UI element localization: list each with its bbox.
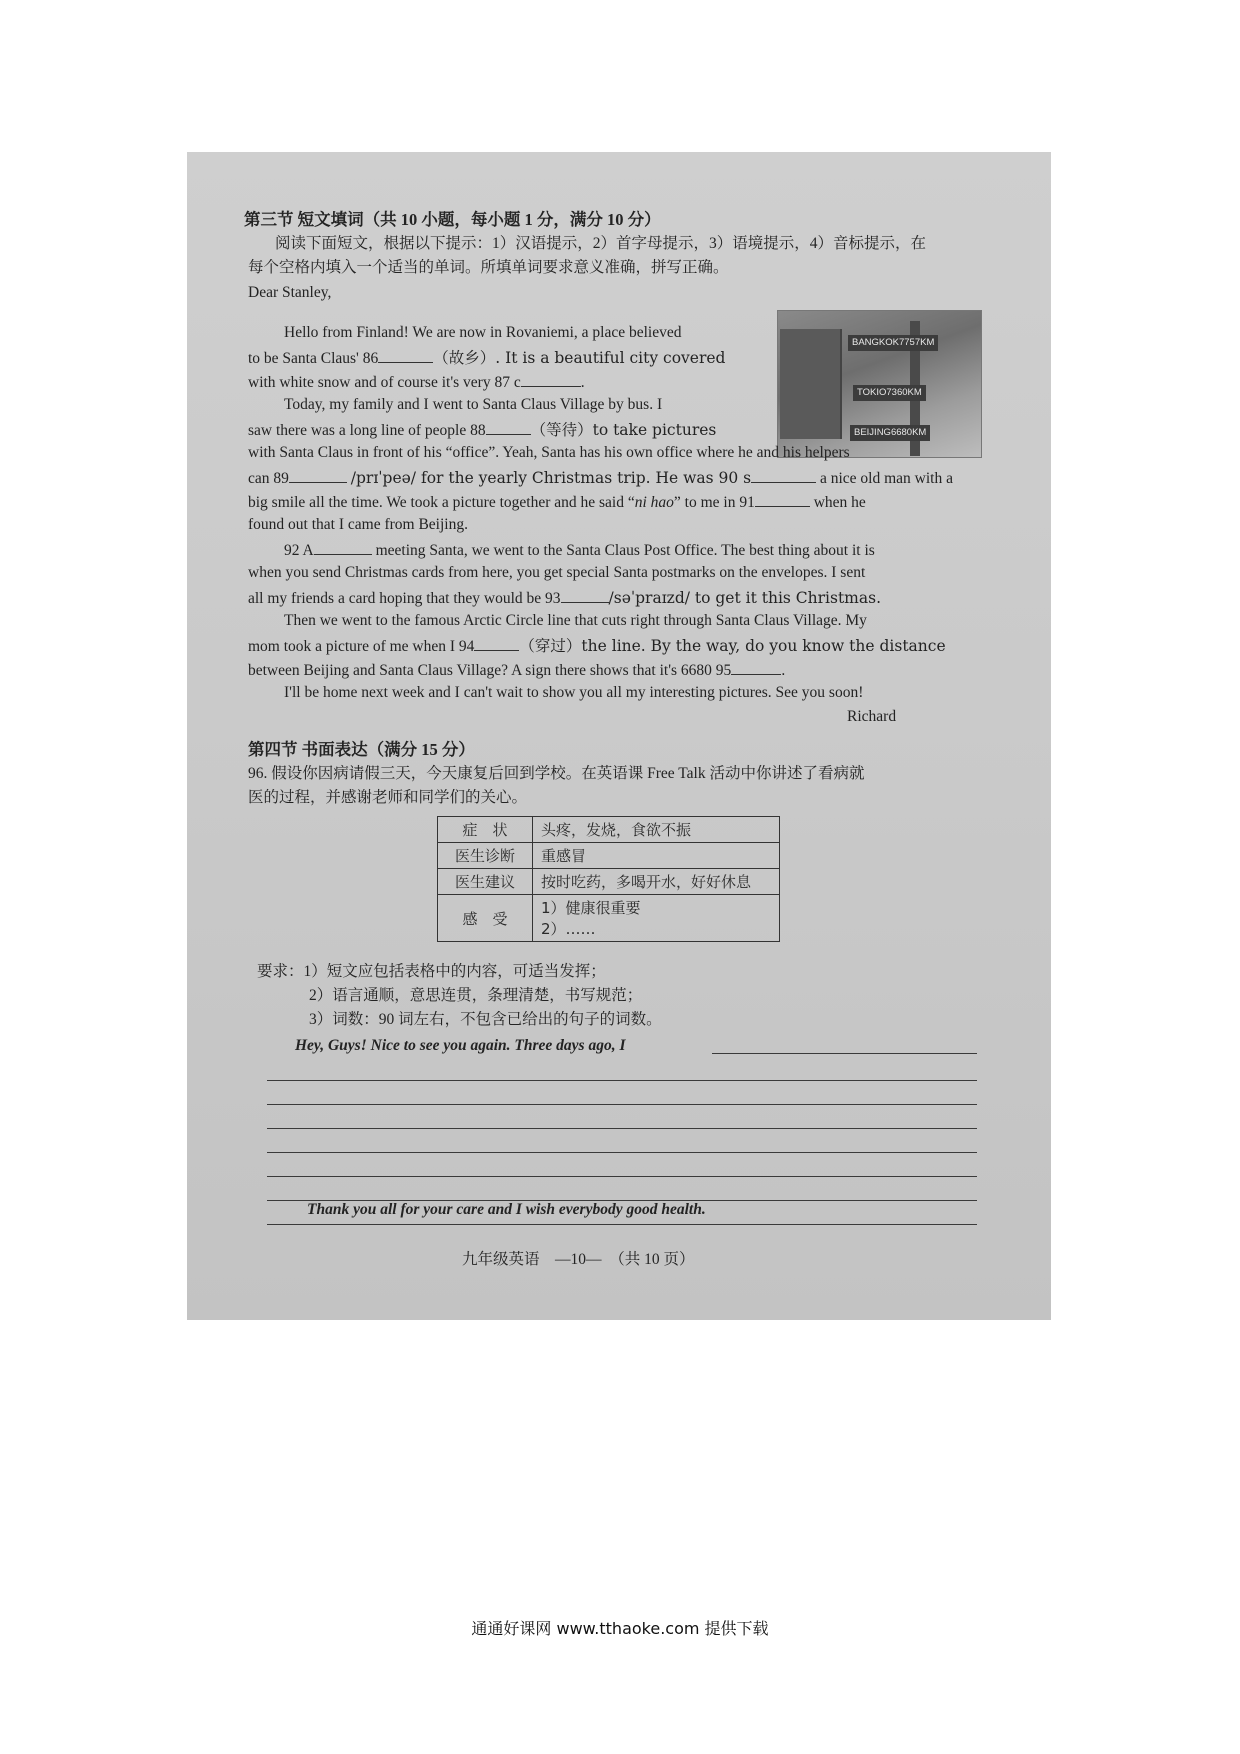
blank-94 — [474, 635, 519, 651]
requirement-3: 3）词数：90 词左右，不包含已给出的句子的词数。 — [309, 1011, 662, 1028]
text: meeting Santa, we went to the Santa Claus Post Office. The best thing about it is — [375, 542, 875, 559]
writing-line — [267, 1104, 977, 1105]
text: mom took a picture of me when I 94 — [248, 638, 475, 655]
text: can 89 — [248, 470, 289, 487]
download-note: 通通好课网 www.tthaoke.com 提供下载 — [471, 1619, 769, 1638]
text: ” to me in 91 — [673, 494, 755, 511]
requirement-1: 要求：1）短文应包括表格中的内容，可适当发挥； — [257, 963, 606, 980]
writing-line — [267, 1080, 977, 1081]
article-line: found out that I came from Beijing. — [248, 516, 468, 533]
signature: Richard — [847, 708, 897, 725]
section4-title: 第四节 书面表达（满分 15 分） — [248, 740, 475, 759]
writing-line — [267, 1224, 977, 1225]
text: （等待）to take pictures — [530, 421, 717, 439]
text: big smile all the time. We took a picture together and he said “ — [248, 494, 635, 511]
text: all my friends a card hoping that they would be 93 — [248, 590, 561, 607]
text: saw there was a long line of people 88 — [248, 422, 486, 439]
blank-86 — [378, 347, 433, 363]
requirement-2: 2）语言通顺，意思连贯，条理清楚，书写规范； — [309, 987, 643, 1004]
task-line-1: 96. 假设你因病请假三天，今天康复后回到学校。在英语课 Free Talk 活动中你讲述了看病就 — [248, 765, 865, 782]
table-key: 感 受 — [438, 895, 533, 942]
article-line: Hello from Finland! We are now in Rovaniemi, a place believed — [284, 324, 682, 341]
blank-90 — [751, 467, 816, 483]
article-line — [248, 371, 585, 393]
table-value: 重感冒 — [533, 843, 780, 869]
blank-87 — [521, 371, 581, 387]
article-line: with Santa Claus in front of his “office”. Yeah, Santa has his own office where he and his helpers — [248, 444, 850, 461]
text: between Beijing and Santa Claus Village? A sign there shows that it's 6680 95 — [248, 662, 732, 679]
article-line — [248, 491, 866, 513]
blank-95 — [731, 659, 781, 675]
instruction-line-1: 阅读下面短文，根据以下提示：1）汉语提示，2）首字母提示，3）语境提示，4）音标提示，在 — [275, 235, 927, 252]
article-line — [248, 419, 716, 441]
table-key: 症 状 — [438, 817, 533, 843]
santa-village-signpost-photo — [777, 310, 982, 458]
article-line: Today, my family and I went to Santa Claus Village by bus. I — [284, 396, 663, 413]
text: . — [781, 662, 786, 679]
sign-bangkok: BANGKOK7757KM — [848, 335, 938, 351]
writing-line — [267, 1128, 977, 1129]
text: （故乡）. It is a beautiful city covered — [433, 349, 726, 367]
text: . — [580, 374, 585, 391]
table-key: 医生建议 — [438, 869, 533, 895]
text: with white snow and of course it's very 87 c — [248, 374, 521, 391]
task-line-2: 医的过程，并感谢老师和同学们的关心。 — [248, 789, 528, 806]
article-line: when you send Christmas cards from here, you get special Santa postmarks on the envelopes. I sent — [248, 564, 866, 581]
text: when he — [813, 494, 866, 511]
text: a nice old man with a — [819, 470, 953, 487]
table-row — [438, 843, 780, 869]
table-key: 医生诊断 — [438, 843, 533, 869]
table-row — [438, 869, 780, 895]
table-row — [438, 895, 780, 942]
text: /səˈpraɪzd/ to get it this Christmas. — [608, 589, 882, 607]
page-footer: 九年级英语 —10— （共 10 页） — [462, 1251, 695, 1268]
article-line — [248, 587, 881, 609]
blank-93 — [561, 587, 609, 603]
cabin-shape — [780, 329, 842, 439]
text: 92 A — [284, 542, 314, 559]
sign-beijing: BEIJING6680KM — [850, 425, 930, 441]
instruction-line-2: 每个空格内填入一个适当的单词。所填单词要求意义准确，拼写正确。 — [248, 259, 729, 276]
exam-page-photo — [187, 152, 1051, 1320]
article-line — [248, 635, 946, 657]
text: （穿过）the line. By the way, do you know the distance — [519, 637, 946, 655]
article-line — [248, 659, 785, 681]
blank-91 — [755, 491, 810, 507]
text: /prɪˈpeə/ for the yearly Christmas trip. He was 90 s — [350, 469, 752, 487]
article-line — [248, 347, 725, 369]
article-line — [248, 467, 953, 489]
blank-88 — [486, 419, 531, 435]
blank-89 — [289, 467, 347, 483]
feeling-2: 2）…… — [541, 920, 596, 938]
writing-line — [267, 1152, 977, 1153]
article-line: Then we went to the famous Arctic Circle line that cuts right through Santa Claus Village. My — [284, 612, 867, 629]
table-value: 按时吃药，多喝开水，好好休息 — [533, 869, 780, 895]
essay-end-sentence: Thank you all for your care and I wish everybody good health. — [307, 1201, 706, 1218]
info-table — [437, 816, 780, 942]
text: ni hao — [634, 494, 674, 511]
blank-92 — [314, 539, 372, 555]
sign-tokio: TOKIO7360KM — [853, 385, 926, 401]
table-row — [438, 817, 780, 843]
essay-start-sentence: Hey, Guys! Nice to see you again. Three days ago, I — [295, 1037, 626, 1054]
text: to be Santa Claus' 86 — [248, 350, 379, 367]
table-value: 头疼，发烧，食欲不振 — [533, 817, 780, 843]
greeting: Dear Stanley, — [248, 284, 332, 301]
feeling-1: 1）健康很重要 — [541, 899, 641, 917]
article-line: I'll be home next week and I can't wait to show you all my interesting pictures. See you soon! — [284, 684, 864, 701]
writing-line — [267, 1176, 977, 1177]
table-value — [533, 895, 780, 942]
article-line — [284, 539, 875, 561]
writing-line — [712, 1053, 977, 1054]
section3-title: 第三节 短文填词（共 10 小题，每小题 1 分，满分 10 分） — [244, 210, 661, 229]
